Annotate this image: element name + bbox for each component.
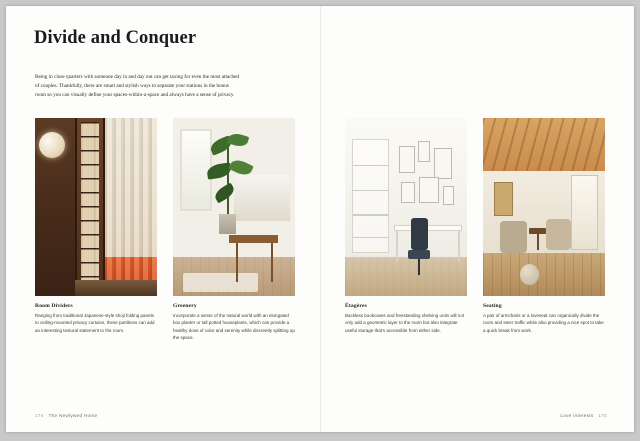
left-page — [6, 6, 320, 432]
wood-floor — [75, 280, 157, 296]
table-leg — [537, 234, 539, 250]
wood-floor — [483, 253, 605, 296]
wood-beam-ceiling — [483, 118, 605, 171]
photo-etagere-shelving-desk-office — [345, 118, 467, 296]
framed-picture — [401, 182, 414, 203]
caption-title: Étagères — [345, 303, 367, 309]
table-leg — [236, 243, 238, 282]
framed-picture — [399, 146, 415, 173]
page-number-left: 174 — [35, 413, 44, 418]
photo-room-divider-shoji-curtain — [35, 118, 157, 296]
office-chair-back — [411, 218, 428, 250]
wood-floor — [345, 257, 467, 296]
shelf — [353, 165, 388, 167]
book-spread — [6, 6, 634, 432]
office-chair-post — [418, 259, 420, 275]
content-block-etageres — [345, 118, 467, 334]
framed-picture — [419, 177, 439, 204]
shoji-screen — [75, 118, 104, 296]
armchair — [546, 219, 570, 249]
area-rug — [183, 273, 259, 293]
caption-title: Greenery — [173, 303, 197, 309]
caption-body: Incorporate a sense of the natural world with an elongated box planter or tall potted houseplants, which can provide a healthy dose of color and serenity while discreetly splitting up the space. — [173, 313, 295, 341]
office-chair-seat — [408, 250, 430, 259]
footer-right — [560, 413, 607, 418]
side-table — [229, 235, 278, 242]
wood-wall — [35, 118, 75, 296]
caption-title: Room Dividers — [35, 303, 73, 309]
footer-left — [35, 413, 97, 418]
page-number-right: 175 — [598, 413, 607, 418]
desk-leg — [396, 230, 398, 262]
caption-body: Ranging from traditional Japanese-style shoji folding panels to ceiling-mounted privacy curtains, these partitions can add an interesting textural statement to the room. — [35, 313, 155, 333]
photo-seating-armchairs-wood-beam-room — [483, 118, 605, 296]
framed-artwork — [494, 182, 514, 216]
shelf — [353, 214, 388, 216]
content-block-seating — [483, 118, 605, 334]
right-page — [320, 6, 634, 432]
content-block-room-dividers — [35, 118, 157, 334]
caption-body: Backless bookcases and freestanding shelving units will not only add a geometric layer to the room but also integrate useful storage that's accessible from either side. — [345, 313, 465, 333]
caption-body: A pair of armchairs or a loveseat can organically divide the room and steer traffic while also providing a nice spot to take a quick break from work. — [483, 313, 604, 333]
intro-paragraph: Being in close quarters with someone day in and day out can get taxing for even the most attached of couples. Thankfully, there are smart and stylish ways to separate your stations in the bonus room so you can visually define your spaces-within-a-space and always have a sense of privacy. — [35, 74, 239, 99]
armchair — [500, 221, 527, 253]
desk — [394, 225, 462, 231]
caption-title: Seating — [483, 303, 502, 309]
doorway — [571, 175, 598, 250]
content-block-greenery — [173, 118, 295, 342]
photo-greenery-potted-plant-bedroom — [173, 118, 295, 296]
privacy-curtain — [105, 118, 157, 296]
running-head-right: Love Interests — [560, 413, 594, 418]
planter-pot — [219, 214, 236, 234]
desk-leg — [458, 230, 460, 262]
framed-picture — [434, 148, 452, 178]
shelf — [353, 237, 388, 239]
framed-picture — [443, 186, 454, 206]
bed — [234, 175, 290, 221]
framed-picture — [418, 141, 430, 162]
shelf — [353, 190, 388, 192]
etagere-shelving-unit — [352, 139, 389, 253]
running-head-left: The Newlywed Home — [48, 413, 98, 418]
table-leg — [271, 243, 273, 282]
page-title: Divide and Conquer — [34, 28, 197, 48]
